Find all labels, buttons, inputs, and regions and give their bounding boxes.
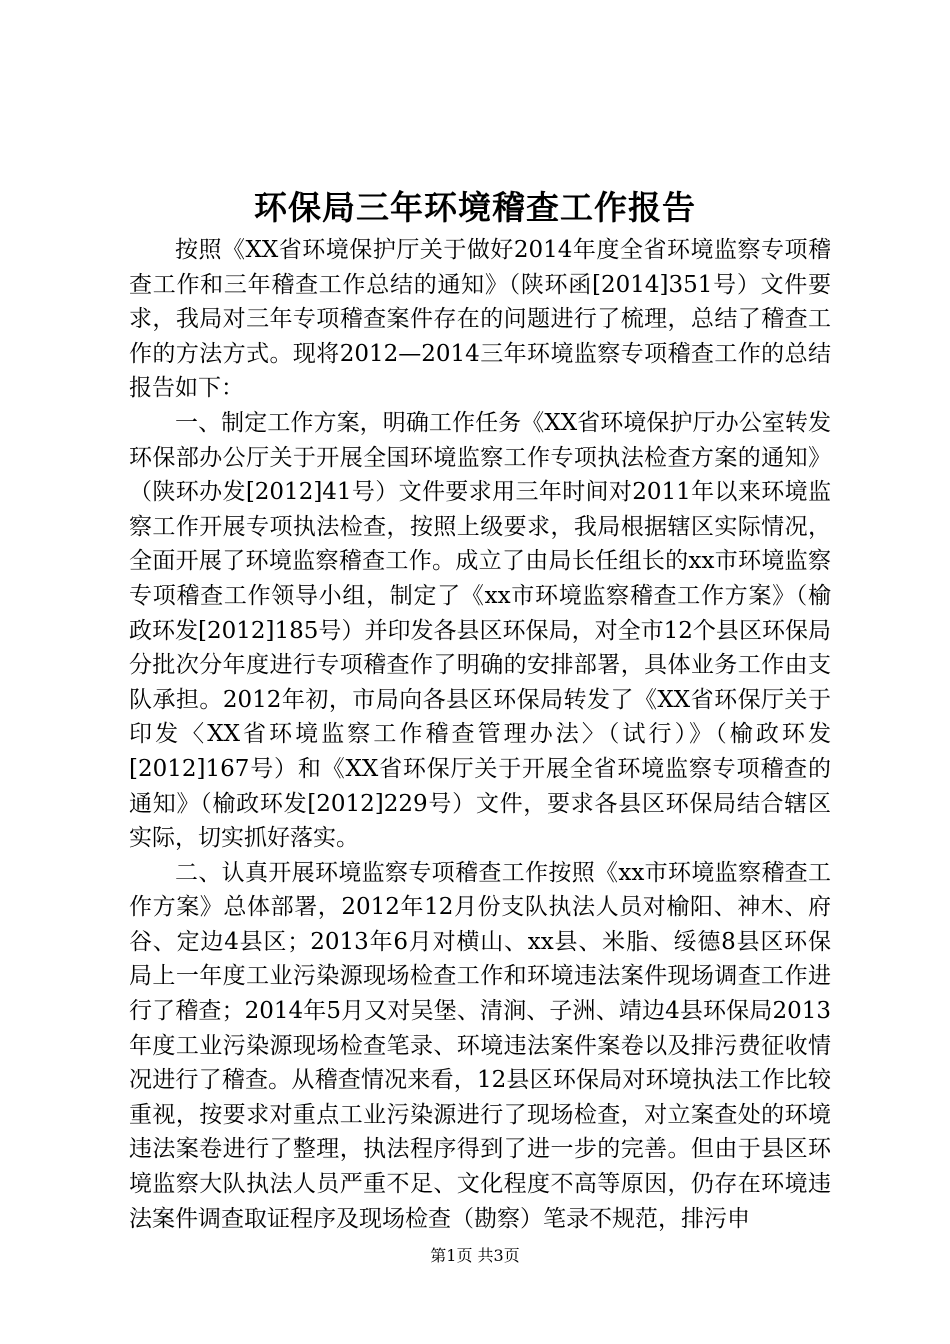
document-title: 环保局三年环境稽查工作报告 xyxy=(254,188,696,227)
paragraph-section-1: 一、制定工作方案，明确工作任务《XX省环境保护厅办公室转发环保部办公厅关于开展全国环境监察工作专项执法检查方案的通知》（陕环办发[2012]41号）文件要求用三年时间对2011年以来环境监察工作开展专项执法检查，按照上级要求，我局根据辖区实际情况，全面开展了环境监察稽查工作。成立了由局长任组长的xx市环境监察专项稽查工作领导小组，制定了《xx市环境监察稽查工作方案》（榆政环发[2012]185号）并印发各县区环保局，对全市12个县区环保局分批次分年度进行专项稽查作了明确的安排部署，具体业务工作由支队承担。2012年初，市局向各县区环保局转发了《XX省环保厅关于印发〈XX省环境监察工作稽查管理办法〉（试行）》（榆政环发[2012]167号）和《XX省环保厅关于开展全省环境监察专项稽查的通知》（榆政环发[2012]229号）文件，要求各县区环保局结合辖区实际，切实抓好落实。 xyxy=(129,409,831,852)
paragraph-intro: 按照《XX省环境保护厅关于做好2014年度全省环境监察专项稽查工作和三年稽查工作总结的通知》（陕环函[2014]351号）文件要求，我局对三年专项稽查案件存在的问题进行了梳理，总结了稽查工作的方法方式。现将2012—2014三年环境监察专项稽查工作的总结报告如下： xyxy=(129,237,831,402)
paragraph-section-2: 二、认真开展环境监察专项稽查工作按照《xx市环境监察稽查工作方案》总体部署，2012年12月份支队执法人员对榆阳、神木、府谷、定边4县区；2013年6月对横山、xx县、米脂、绥德8县区环保局上一年度工业污染源现场检查工作和环境违法案件现场调查工作进行了稽查；2014年5月又对吴堡、清涧、子洲、靖边4县环保局2013年度工业污染源现场检查笔录、环境违法案件案卷以及排污费征收情况进行了稽查。从稽查情况来看，12县区环保局对环境执法工作比较重视，按要求对重点工业污染源进行了现场检查，对立案查处的环境违法案卷进行了整理，执法程序得到了进一步的完善。但由于县区环境监察大队执法人员严重不足、文化程度不高等原因，仍存在环境违法案件调查取证程序及现场检查（勘察）笔录不规范，排污申 xyxy=(129,859,831,1232)
page-number: 第1页 共3页 xyxy=(430,1246,520,1265)
document-body xyxy=(129,233,831,1236)
